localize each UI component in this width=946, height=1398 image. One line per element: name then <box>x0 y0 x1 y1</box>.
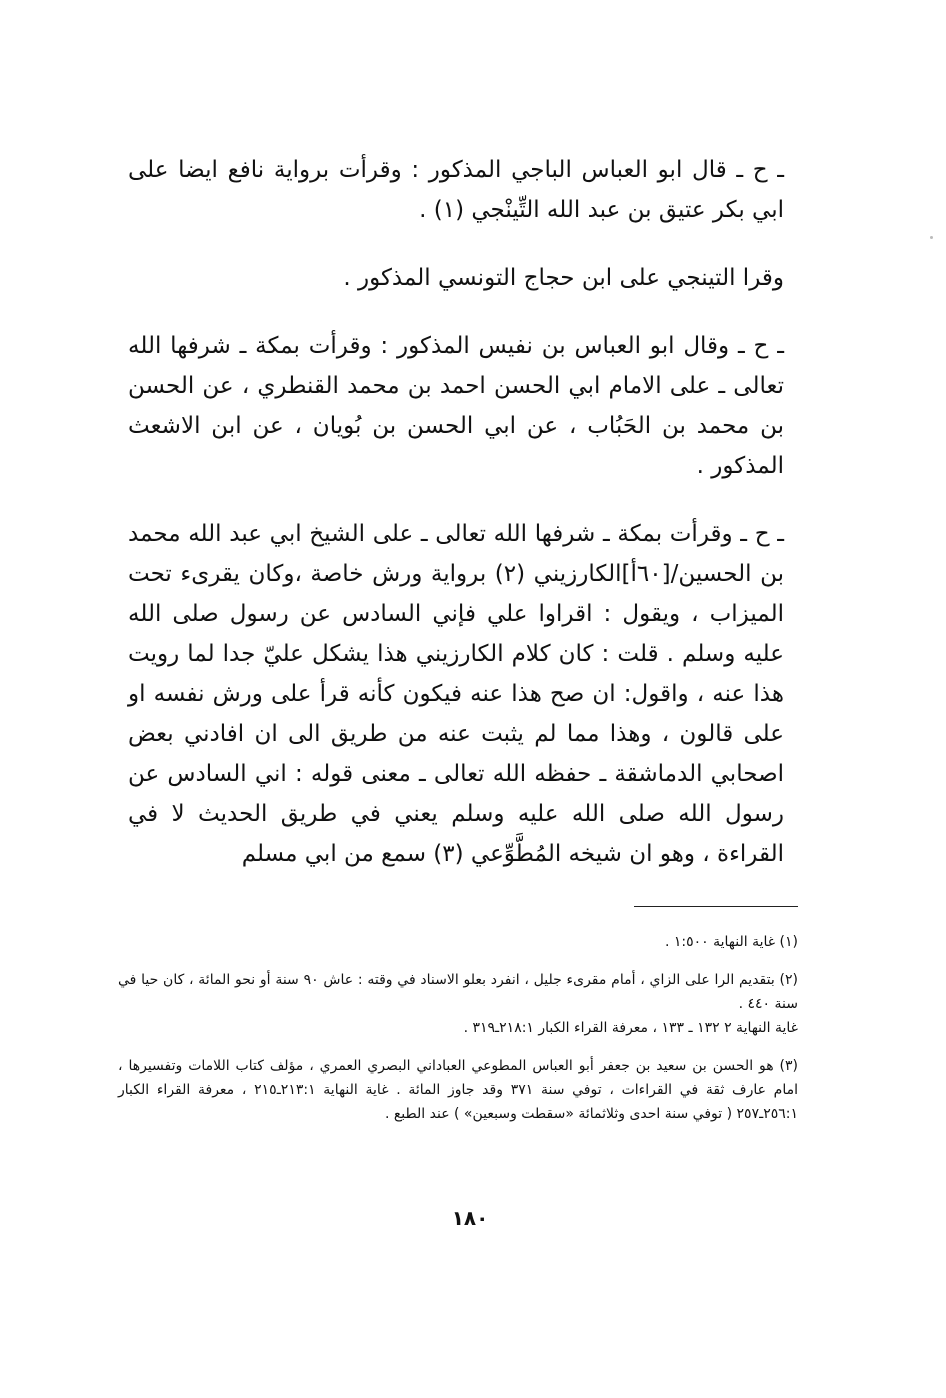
footnote-2 <box>118 968 798 1040</box>
footnote-line: (٣) هو الحسن بن سعيد بن جعفر أبو العباس المطوعي العباداني البصري العمري ، مؤلف كتاب اللامات وتفسيرها ، امام عارف ثقة في القراءات ، توفي سنة ٣٧١ وقد جاوز المائة . غاية النهاية ٢١٣:١ـ٢١٥ ، معرفة القراء الكبار ٢٥٦:١ـ٢٥٧ ( توفي سنة احدى وثلاثمائة «سقطت وسبعين» ) عند الطبع . <box>118 1058 798 1122</box>
footnotes <box>118 930 798 1140</box>
footnote-line: (١) غاية النهاية ١:٥٠٠ . <box>664 934 798 950</box>
paragraph-2: وقرا التينجي على ابن حجاج التونسي المذكور . <box>343 265 784 291</box>
footnote-3 <box>118 1054 798 1126</box>
paragraph-3: ـ ح ـ وقال ابو العباس بن نفيس المذكور : وقرأت بمكة ـ شرفها الله تعالى ـ على الامام ابي الحسن احمد بن محمد القنطري ، عن الحسن بن محمد بن الحَبُاب ، عن ابي الحسن بن بُويان ، عن ابن الاشعث المذكور . <box>128 333 784 479</box>
paragraph-4: ـ ح ـ وقرأت بمكة ـ شرفها الله تعالى ـ على الشيخ ابي عبد الله محمد بن الحسين/[٦٠أ]الكارزيني (٢) برواية ورش خاصة ،وكان يقرىء تحت الميزاب ، ويقول : اقراوا علي فإني السادس عن رسول صلى الله عليه وسلم . قلت : كان كلام الكارزيني هذا يشكل عليّ جدا لما رويت هذا عنه ، واقول: ان صح هذا عنه فيكون كأنه قرأ على ورش نفسه او على قالون ، وهذا مما لم يثبت عنه من طريق الى ان افادني بعض اصحابي الدماشقة ـ حفظه الله تعالى ـ معنى قوله : اني السادس عن رسول الله صلى الله عليه وسلم يعني في طريق الحديث لا في القراءة ، وهو ان شيخه المُطَّوِّعي (٣) سمع من ابي مسلم <box>128 521 784 867</box>
main-text <box>128 150 784 902</box>
footnote-separator <box>634 906 798 907</box>
paragraph-1: ـ ح ـ قال ابو العباس الباجي المذكور : وقرأت برواية نافع ايضا على ابي بكر عتيق بن عبد الله التِّينْجي (١) . <box>128 157 784 223</box>
footnote-line: غاية النهاية ٢ ١٣٢ ـ ١٣٣ ، معرفة القراء الكبار ٢١٨:١ـ٣١٩ . <box>463 1020 798 1036</box>
page-number: ١٨٠ <box>451 1206 489 1230</box>
footnote-line: (٢) بتقديم الرا على الزاي ، أمام مقرىء جليل ، انفرد بعلو الاسناد في وقته : عاش ٩٠ سنة أو نحو المائة ، كان حيا في سنة ٤٤٠ . <box>118 972 798 1012</box>
scan-speck <box>930 236 933 239</box>
footnote-1 <box>118 930 798 954</box>
